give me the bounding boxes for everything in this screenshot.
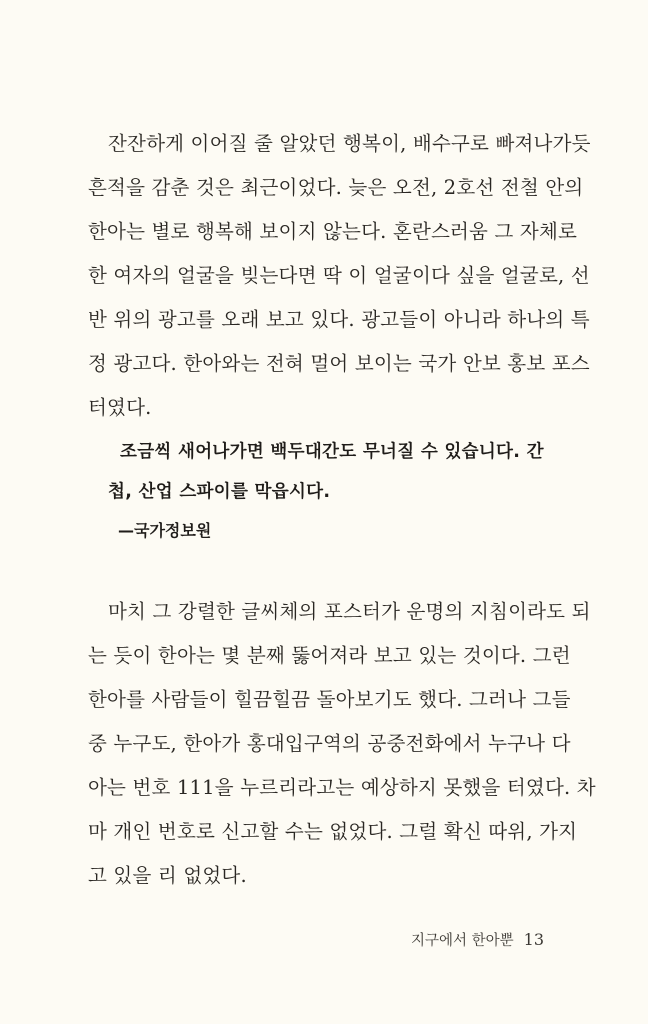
quote-attribution: —국가정보원 (118, 521, 212, 540)
paragraph-1 (88, 122, 591, 430)
running-title: 지구에서 한아뿐 (410, 933, 514, 949)
paragraph-line: 는 듯이 한아는 몇 분째 뚫어져라 보고 있는 것이다. 그런 (88, 644, 571, 667)
page-number: 13 (523, 930, 544, 949)
paragraph-line: 반 위의 광고를 오래 보고 있다. 광고들이 아니라 하나의 특 (88, 308, 590, 331)
paragraph-2 (88, 590, 596, 898)
paragraph-line: 한아는 별로 행복해 보이지 않는다. 혼란스러움 그 자체로 (88, 220, 578, 243)
poster-quote (108, 432, 568, 512)
paragraph-line: 마치 그 강렬한 글씨체의 포스터가 운명의 지침이라도 되 (108, 600, 591, 623)
paragraph-line: 중 누구도, 한아가 홍대입구역의 공중전화에서 누구나 다 (88, 732, 571, 755)
page-footer (411, 929, 544, 950)
paragraph-line: 아는 번호 111을 누르리라고는 예상하지 못했을 터였다. 차 (88, 776, 596, 799)
paragraph-line: 흔적을 감춘 것은 최근이었다. 늦은 오전, 2호선 전철 안의 (88, 176, 584, 199)
paragraph-line: 터였다. (88, 396, 152, 419)
paragraph-line: 정 광고다. 한아와는 전혀 멀어 보이는 국가 안보 홍보 포스 (88, 352, 590, 375)
quote-line: 조금씩 새어나가면 백두대간도 무너질 수 있습니다. 간 (120, 442, 544, 462)
paragraph-line: 마 개인 번호로 신고할 수는 없었다. 그럴 확신 따위, 가지 (88, 820, 578, 843)
quote-line: 첩, 산업 스파이를 막읍시다. (108, 482, 331, 502)
paragraph-line: 잔잔하게 이어질 줄 알았던 행복이, 배수구로 빠져나가듯 (108, 132, 591, 155)
paragraph-line: 한아를 사람들이 힐끔힐끔 돌아보기도 했다. 그러나 그들 (88, 688, 571, 711)
paragraph-line: 고 있을 리 없었다. (88, 864, 247, 887)
paragraph-line: 한 여자의 얼굴을 빚는다면 딱 이 얼굴이다 싶을 얼굴로, 선 (88, 264, 590, 287)
